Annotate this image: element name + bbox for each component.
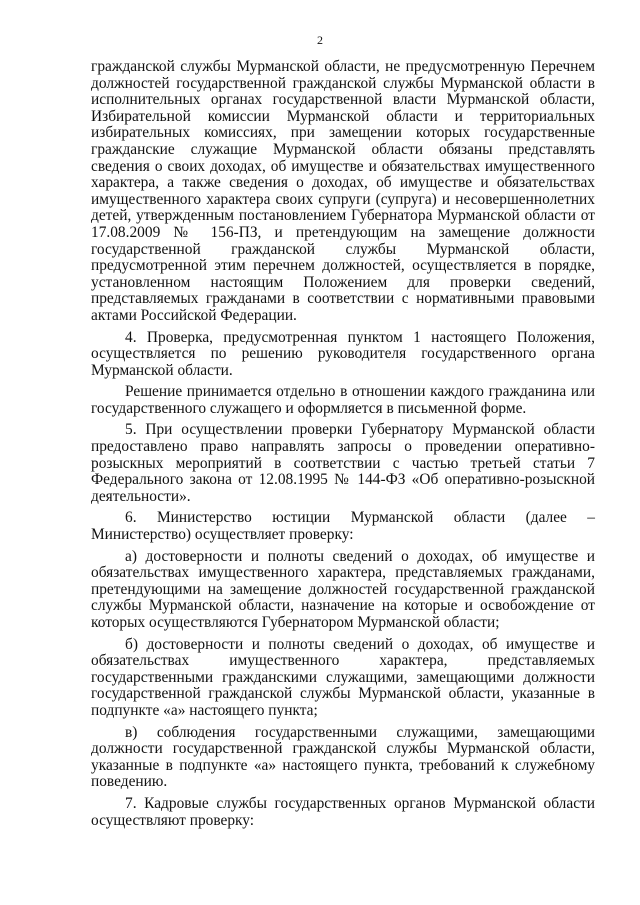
paragraph-continuation: гражданской службы Мурманской области, не предусмотренную Перечнем должностей государственной гражданской службы Мурманской области в исполнительных органах государственной власти Мурманской области, Избирательной комиссии Мурманской области и территориальных избирательных комиссиях, при замещении которых государственные гражданские служащие Мурманской области обязаны представлять сведения о своих доходах, об имуществе и обязательствах имущественного характера, а также сведения о доходах, об имуществе и обязательствах имущественного характера своих супруги (супруга) и несовершеннолетних детей, утвержденным постановлением Губернатора Мурманской области от 17.08.2009 № 156-ПЗ, и претендующим на замещение должности государственной гражданской службы Мурманской области, предусмотренной этим перечнем должностей, осуществляется в порядке, установленном настоящим Положением для проверки сведений, представляемых гражданами в соответствии с нормативными правовыми актами Российской Федерации. (91, 58, 595, 324)
paragraph-item-6: 6. Министерство юстиции Мурманской области (далее – Министерство) осуществляет проверку: (91, 509, 595, 544)
paragraph-item-4: 4. Проверка, предусмотренная пунктом 1 настоящего Положения, осуществляется по решению руководителя государственного органа Мурманской области. (91, 328, 595, 379)
paragraph-item-6v: в) соблюдения государственными служащими, замещающими должности государственной гражданской службы Мурманской области, указанные в подпункте «а» настоящего пункта, требований к служебному поведению. (91, 723, 595, 791)
document-body (91, 59, 595, 834)
paragraph-item-5: 5. При осуществлении проверки Губернатору Мурманской области предоставлено право направлять запросы о проведении оперативно-розыскных мероприятий в соответствии с частью третьей статьи 7 Федерального закона от 12.08.1995 № 144-ФЗ «Об оперативно-розыскной деятельности». (91, 421, 595, 505)
paragraph-item-7: 7. Кадровые службы государственных органов Мурманской области осуществляют проверку: (91, 794, 595, 829)
paragraph-decision: Решение принимается отдельно в отношении каждого гражданина или государственного служащего и оформляется в письменной форме. (91, 383, 595, 417)
paragraph-item-6b: б) достоверности и полноты сведений о доходах, об имуществе и обязательствах имущественного характера, представляемых государственными гражданскими служащими, замещающими должности государственной гражданской службы Мурманской области, указанные в подпункте «а» настоящего пункта; (91, 635, 595, 719)
page-number: 2 (317, 33, 323, 47)
paragraph-item-6a: а) достоверности и полноты сведений о доходах, об имуществе и обязательствах имущественного характера, представляемых гражданами, претендующими на замещение должностей государственной гражданской службы Мурманской области, назначение на которые и освобождение от которых осуществляются Губернатором Мурманской области; (91, 547, 595, 631)
